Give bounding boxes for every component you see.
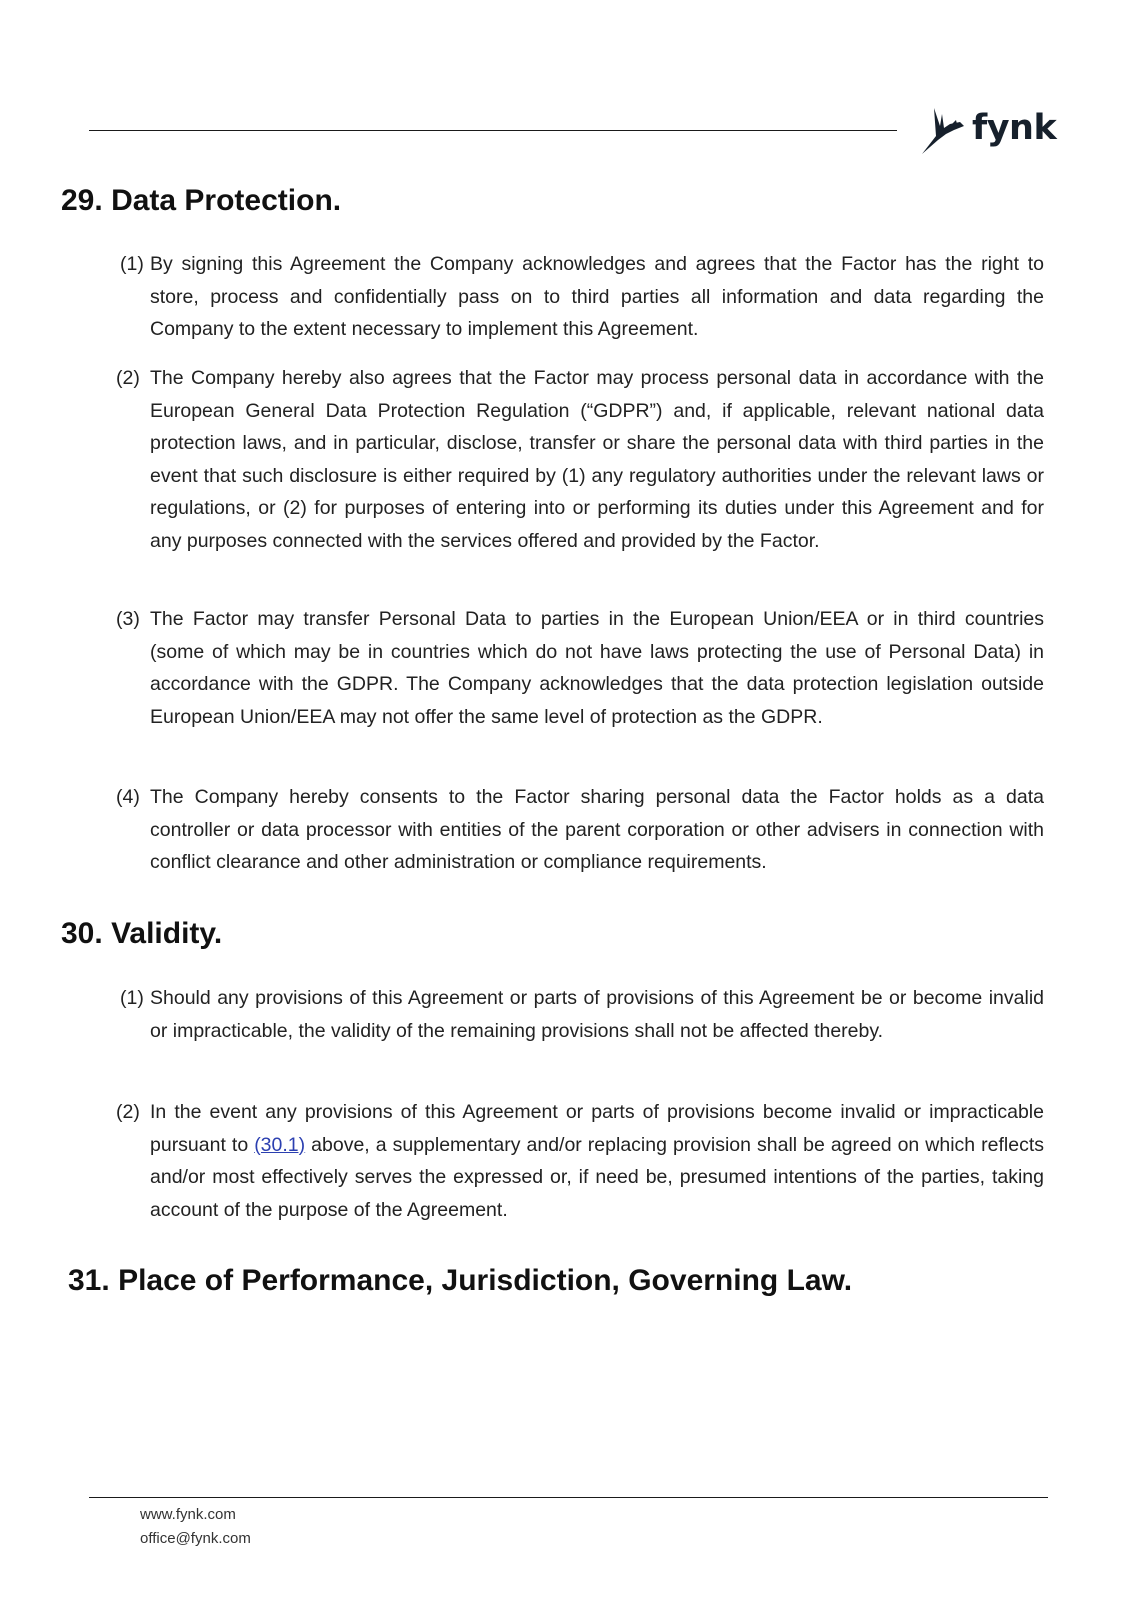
clause-text: Should any provisions of this Agreement or parts of provisions of this Agreement be or become invalid or impracticable, the validity of the remaining provisions shall not be affected thereby. xyxy=(150,987,1044,1042)
clause-29-4 xyxy=(116,781,1044,879)
clause-30-1 xyxy=(116,982,1044,1047)
clause-label: (1) xyxy=(120,253,144,275)
clause-label: (2) xyxy=(116,367,140,389)
brand-name: fynk xyxy=(972,107,1057,148)
clause-text: By signing this Agreement the Company acknowledges and agrees that the Factor has the right to store, process and confidentially pass on to third parties all information and data regarding the Company to the extent necessary to implement this Agreement. xyxy=(150,253,1044,340)
clause-29-3 xyxy=(116,603,1044,733)
header-divider xyxy=(89,130,897,131)
clause-text-after: above, a supplementary and/or replacing provision shall be agreed on which reflects and/or most effectively serves the expressed or, if need be, presumed intentions of the parties, taking account of the purpose of the Agreement. xyxy=(150,1133,1044,1221)
section-title: Place of Performance, Jurisdiction, Governing Law. xyxy=(118,1264,853,1297)
clause-text-before: In the event any provisions of this Agreement or parts of provisions become invalid or impracticable pursuant to xyxy=(150,1101,1044,1156)
clause-text: The Company hereby also agrees that the Factor may process personal data in accordance with the European General Data Protection Regulation (“GDPR”) and, if applicable, relevant national data protection laws, and in particular, disclose, transfer or share the personal data with third parties in the event that such disclosure is either required by (1) any regulatory authorities under the relevant laws or regulations, or (2) for purposes of entering into or performing its duties under this Agreement and for any purposes connected with the services offered and provided by the Factor. xyxy=(150,367,1044,552)
clause-label: (4) xyxy=(116,786,140,808)
section-number: 30. xyxy=(61,917,103,950)
clause-label: (1) xyxy=(120,987,144,1009)
clause-text xyxy=(150,1096,1044,1226)
footer-email[interactable]: office@fynk.com xyxy=(140,1530,251,1547)
fynk-bird-icon xyxy=(920,104,966,158)
section-title: Validity. xyxy=(111,917,223,950)
brand-logo xyxy=(920,104,1056,158)
section-heading-31 xyxy=(68,1264,852,1298)
section-heading-29 xyxy=(61,184,341,218)
section-number: 29. xyxy=(61,184,103,217)
clause-29-1 xyxy=(116,248,1044,346)
clause-text: The Factor may transfer Personal Data to parties in the European Union/EEA or in third countries (some of which may be in countries which do not have laws protecting the use of Personal Data) in accordance with the GDPR. The Company acknowledges that the data protection legislation outside European Union/EEA may not offer the same level of protection as the GDPR. xyxy=(150,608,1044,728)
clause-label: (2) xyxy=(116,1101,140,1123)
clause-29-2 xyxy=(116,362,1044,557)
clause-label: (3) xyxy=(116,608,140,630)
footer-divider xyxy=(89,1497,1048,1498)
section-heading-30 xyxy=(61,917,222,951)
cross-reference-link[interactable]: (30.1) xyxy=(254,1133,306,1156)
clause-30-2 xyxy=(116,1096,1044,1226)
section-number: 31. xyxy=(68,1264,110,1297)
footer-website[interactable]: www.fynk.com xyxy=(140,1506,236,1523)
clause-text: The Company hereby consents to the Factor sharing personal data the Factor holds as a data controller or data processor with entities of the parent corporation or other advisers in connection with conflict clearance and other administration or compliance requirements. xyxy=(150,786,1044,873)
section-title: Data Protection. xyxy=(111,184,342,217)
